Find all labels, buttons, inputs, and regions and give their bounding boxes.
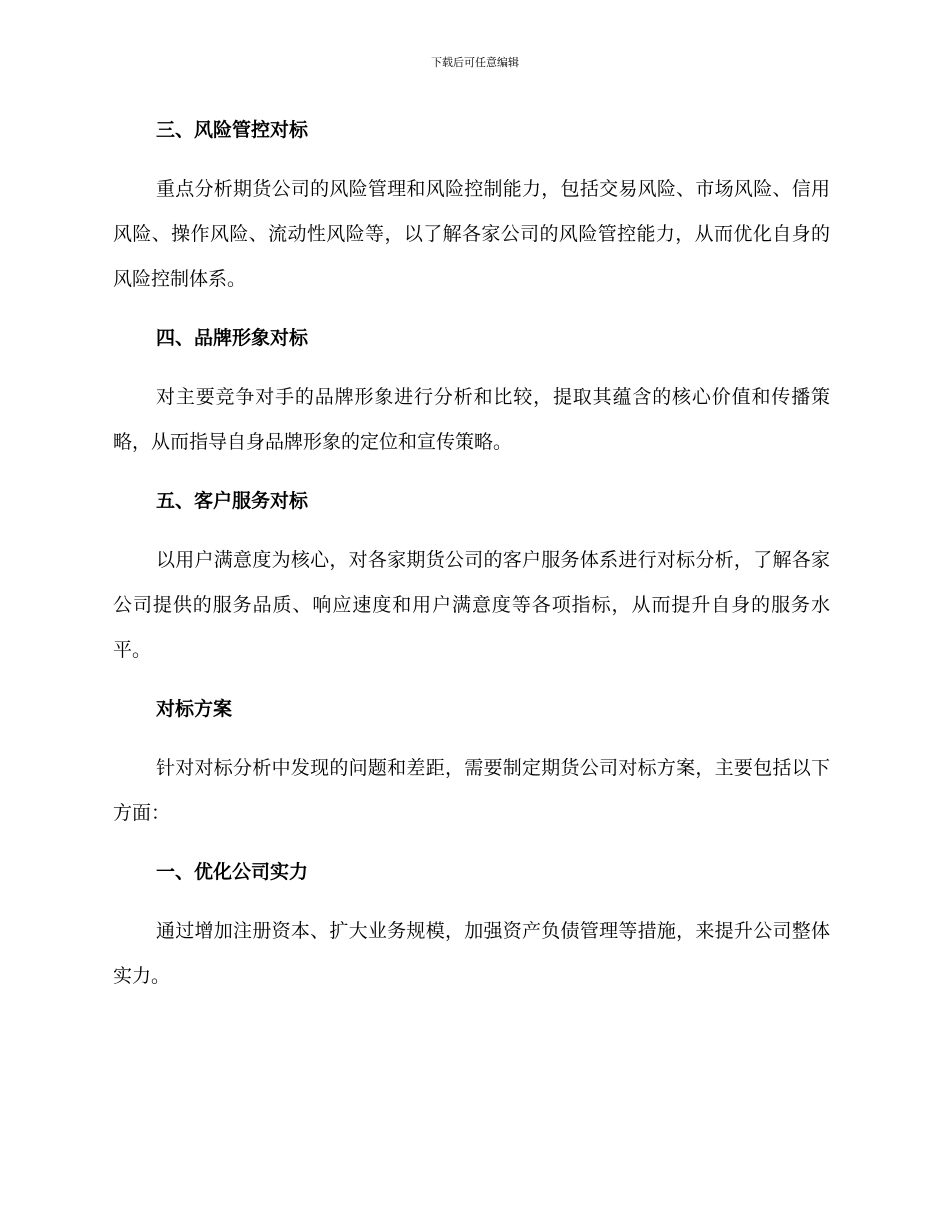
document-body bbox=[113, 108, 830, 1013]
section-heading-benchmark-plan: 对标方案 bbox=[156, 698, 233, 720]
paragraph-benchmark-plan: 针对对标分析中发现的问题和差距，需要制定期货公司对标方案，主要包括以下方面： bbox=[113, 757, 830, 824]
paragraph-customer-service: 以用户满意度为核心，对各家期货公司的客户服务体系进行对标分析，了解各家公司提供的服务品质、响应速度和用户满意度等各项指标，从而提升自身的服务水平。 bbox=[113, 549, 830, 661]
section-heading-customer-service: 五、客户服务对标 bbox=[156, 490, 309, 512]
section-heading-brand-image: 四、品牌形象对标 bbox=[156, 327, 309, 349]
paragraph-optimize-strength: 通过增加注册资本、扩大业务规模，加强资产负债管理等措施，来提升公司整体实力。 bbox=[113, 920, 830, 987]
header-note: 下载后可任意编辑 bbox=[431, 56, 519, 69]
section-heading-risk-control: 三、风险管控对标 bbox=[156, 119, 309, 141]
paragraph-brand-image: 对主要竞争对手的品牌形象进行分析和比较，提取其蕴含的核心价值和传播策略，从而指导自身品牌形象的定位和宣传策略。 bbox=[113, 386, 830, 453]
section-heading-optimize-strength: 一、优化公司实力 bbox=[156, 861, 309, 883]
paragraph-risk-control: 重点分析期货公司的风险管理和风险控制能力，包括交易风险、市场风险、信用风险、操作风险、流动性风险等，以了解各家公司的风险管控能力，从而优化自身的风险控制体系。 bbox=[113, 178, 830, 290]
